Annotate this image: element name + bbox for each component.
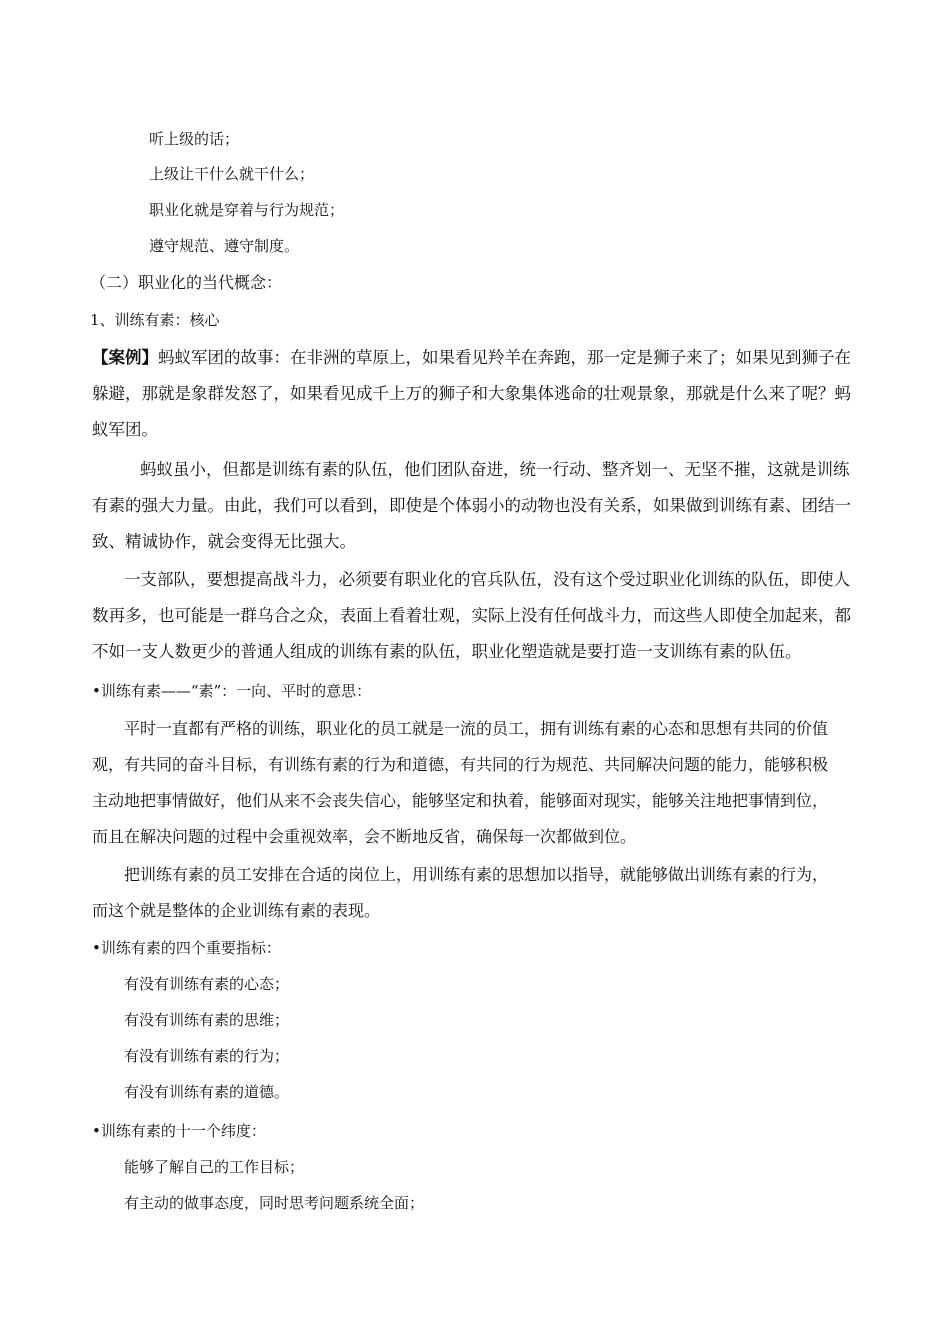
bullet-heading: •训练有素的四个重要指标： [92, 939, 281, 957]
intro-item: 上级让干什么就干什么； [149, 165, 315, 183]
case-line-2: 躲避，那就是象群发怒了，如果看见成千上万的狮子和大象集体逃命的壮观景象，那就是什么来了呢？蚂 [92, 384, 851, 403]
indicator-item: 有没有训练有素的行为； [124, 1047, 290, 1065]
para2-line: 蚂蚁虽小，但都是训练有素的队伍，他们团队奋进，统一行动、整齐划一、无坚不摧，这就是训练 [140, 460, 850, 479]
indicator-item: 有没有训练有素的道德。 [124, 1083, 290, 1101]
dimension-item: 能够了解自己的工作目标； [124, 1158, 305, 1176]
bullet-heading: •训练有素——“素”：一向、平时的意思： [92, 682, 372, 700]
para4-line: 观，有共同的奋斗目标，有训练有素的行为和道德，有共同的行为规范、共同解决问题的能力，能够积极 [92, 755, 829, 774]
para3-line: 不如一支人数更少的普通人组成的训练有素的队伍，职业化塑造就是要打造一支训练有素的队伍。 [92, 642, 802, 661]
intro-item: 遵守规范、遵守制度。 [149, 237, 300, 255]
dimension-item: 有主动的做事态度，同时思考问题系统全面； [124, 1194, 425, 1212]
para3-line: 数再多，也可能是一群乌合之众，表面上看着壮观，实际上没有任何战斗力，而这些人即使全加起来，都 [92, 606, 851, 625]
sub-heading: 1、训练有素：核心 [90, 311, 220, 329]
para5-line: 而这个就是整体的企业训练有素的表现。 [92, 901, 381, 920]
para2-line: 有素的强大力量。由此，我们可以看到，即使是个体弱小的动物也没有关系，如果做到训练有素、团结一 [92, 496, 851, 515]
bullet-heading: •训练有素的十一个纬度： [92, 1122, 266, 1140]
intro-item: 职业化就是穿着与行为规范； [149, 201, 345, 219]
para4-line: 平时一直都有严格的训练，职业化的员工就是一流的员工，拥有训练有素的心态和思想有共同的价值 [124, 719, 829, 738]
case-tag: 【案例】 [92, 348, 158, 367]
indicator-item: 有没有训练有素的心态； [124, 975, 290, 993]
case-line-3: 蚁军团。 [92, 420, 158, 439]
section-heading: （二）职业化的当代概念： [90, 273, 283, 292]
indicator-item: 有没有训练有素的思维； [124, 1011, 290, 1029]
para4-line: 主动地把事情做好，他们从来不会丧失信心，能够坚定和执着，能够面对现实，能够关注地把事情到位， [92, 791, 829, 810]
para2-line: 致、精诚协作，就会变得无比强大。 [92, 532, 356, 551]
para3-line: 一支部队，要想提高战斗力，必须要有职业化的官兵队伍，没有这个受过职业化训练的队伍，即使人 [124, 570, 850, 589]
intro-item: 听上级的话； [149, 130, 240, 148]
case-line-1: 【案例】蚂蚁军团的故事：在非洲的草原上，如果看见羚羊在奔跑，那一定是狮子来了；如果见到狮子在 [92, 348, 851, 367]
para5-line: 把训练有素的员工安排在合适的岗位上，用训练有素的思想加以指导，就能够做出训练有素的行为， [124, 865, 829, 884]
para4-line: 而且在解决问题的过程中会重视效率，会不断地反省，确保每一次都做到位。 [92, 827, 637, 846]
